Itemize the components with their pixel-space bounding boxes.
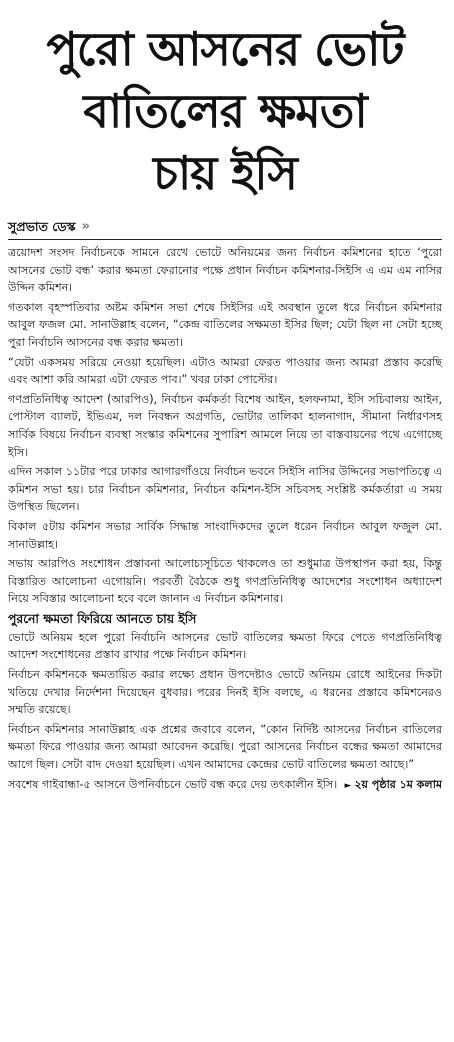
paragraph-10: নির্বাচন কমিশনার সানাউল্লাহ এক প্রশ্নের জবাবে বলেন, “কোন নির্দিষ্ট আসনের নির্বাচন বাতিলের ক্ষমতা ফিরে পাওয়ার জন্য আমরা আবেদন করেছি। পুরো আসনের নির্বাচন বন্ধের ক্ষমতা আমাদের আগে ছিল। সেটা বাদ দেওয়া হয়েছিল। এখন আমাদের কেন্দ্রের ভোট বাতিলের ক্ষমতা আছে।”: [8, 722, 442, 772]
paragraph-2: গতকাল বৃহস্পতিবার অষ্টম কমিশন সভা শেষে সিইসির এই অবস্থান তুলে ধরে নির্বাচন কমিশনার আবুল ফজল মো. সানাউল্লাহ বলেন, “কেন্দ্র বাতিলের সক্ষমতা ইসির ছিল; যেটা ছিল না সেটা হচ্ছে পুরা নির্বাচনি আসনের বন্ধ করার ক্ষমতা।: [8, 300, 442, 349]
paragraph-7: সভায় আরপিও সংশোধন প্রস্তাবনা আলোচ্যসূচিতে থাকলেও তা শুধুমাত্র উপস্থাপন করা হয়, কিন্তু বিস্তারিত আলোচনা এগোয়নি। পরবর্তী বৈঠকে শুধু গণপ্রতিনিধিত্ব আদেশের সংশোধন অধ্যাদেশ নিয়ে সবিস্তার আলোচনা হবে বলে জানান এ নির্বাচন কমিশনার।: [8, 557, 442, 606]
paragraph-9: নির্বাচন কমিশনকে ক্ষমতায়িত করার লক্ষ্যে প্রধান উপদেষ্টাও ভোটে অনিয়ম রোধে আইনের দিকটা খতিয়ে দেখার নির্দেশনা দিয়েছেন বুধবার। পরের দিনই ইসি বলছে, এ ধরনের প্রস্তাবে কমিশনেরও সম্মতি রয়েছে।: [8, 668, 442, 717]
headline: [8, 0, 442, 204]
paragraph-5: এদিন সকাল ১১টার পরে ঢাকার আগারগাঁওয়ে নির্বাচন ভবনে সিইসি নাসির উদ্দিনের সভাপতিত্বে এ কমিশন সভা হয়। চার নির্বাচন কমিশনার, নির্বাচন কমিশন-ইসি সচিবসহ সংশ্লিষ্ট কর্মকর্তারা এ সময় উপস্থিত ছিলেন।: [8, 465, 442, 514]
headline-line-2: বাতিলের ক্ষমতা: [83, 84, 367, 138]
headline-line-3: চায় ইসি: [153, 146, 297, 200]
continue-arrow-icon: ►: [344, 780, 352, 791]
paragraph-8: ভোটে অনিয়ম হলে পুরো নির্বাচনি আসনের ভোট বাতিলের ক্ষমতা ফিরে পেতে গণপ্রতিনিধিত্ব আদেশ সংশোধনের প্রস্তাব রাখার পক্ষে নির্বাচন কমিশন।: [8, 630, 442, 662]
continue-link[interactable]: [345, 776, 442, 796]
continue-text: ২য় পৃষ্ঠার ১ম কলাম: [354, 777, 442, 791]
byline-desk: সুপ্রভাত ডেস্ক: [8, 219, 76, 234]
byline: [8, 218, 442, 236]
subheading: পুরনো ক্ষমতা ফিরিয়ে আনতে চায় ইসি: [8, 611, 197, 626]
byline-divider: [8, 239, 442, 240]
paragraph-1: ত্রয়োদশ সংসদ নির্বাচনকে সামনে রেখে ভোটে অনিয়মের জন্য নির্বাচন কমিশনের হাতে ‘পুরো আসনের ভোট বন্ধ’ করার ক্ষমতা ফেরানোর পক্ষে প্রধান নির্বাচন কমিশনার-সিইসি এ এম এম নাসির উদ্দিন কমিশন।: [8, 246, 442, 295]
last-paragraph-text: সবশেষ গাইবান্ধা-৫ আসনে উপনির্বাচনে ভোট বন্ধ করে দেয় তৎকালীন ইসি।: [8, 777, 338, 791]
paragraph-6: বিকাল ৫টায় কমিশন সভার সার্বিক সিদ্ধান্ত সাংবাদিকদের তুলে ধরেন নির্বাচন আবুল ফজুল মো. সানাউল্লাহ।: [8, 519, 442, 551]
headline-line-1: পুরো আসনের ভোট: [46, 22, 404, 76]
byline-arrows-icon: »: [81, 219, 90, 234]
paragraph-4: গণপ্রতিনিধিত্ব আদেশ (আরপিও), নির্বাচন কর্মকর্তা বিশেষ আইন, হলফনামা, ইসি সচিবালয় আইন, পোস্টাল ব্যালট, ইভিএম, দল নিবন্ধন অগ্রগতি, ভোটার তালিকা হালনাগাদ, সীমানা নির্ধারণসহ সার্বিক বিষয়ে নির্বাচন ব্যবস্থা সংস্কার কমিশনের সুপারিশ আমলে নিয়ে তা বাস্তবায়নের পথে এগোচ্ছে ইসি।: [8, 392, 442, 459]
paragraph-3: “যেটা একসময় সরিয়ে নেওয়া হয়েছিল। এটাও আমরা ফেরত পাওয়ার জন্য আমরা প্রস্তাব করেছি এবং আশা করি আমরা এটা ফেরত পাব।” খবর ঢাকা পোস্টের।: [8, 355, 442, 387]
last-paragraph: [8, 776, 442, 796]
